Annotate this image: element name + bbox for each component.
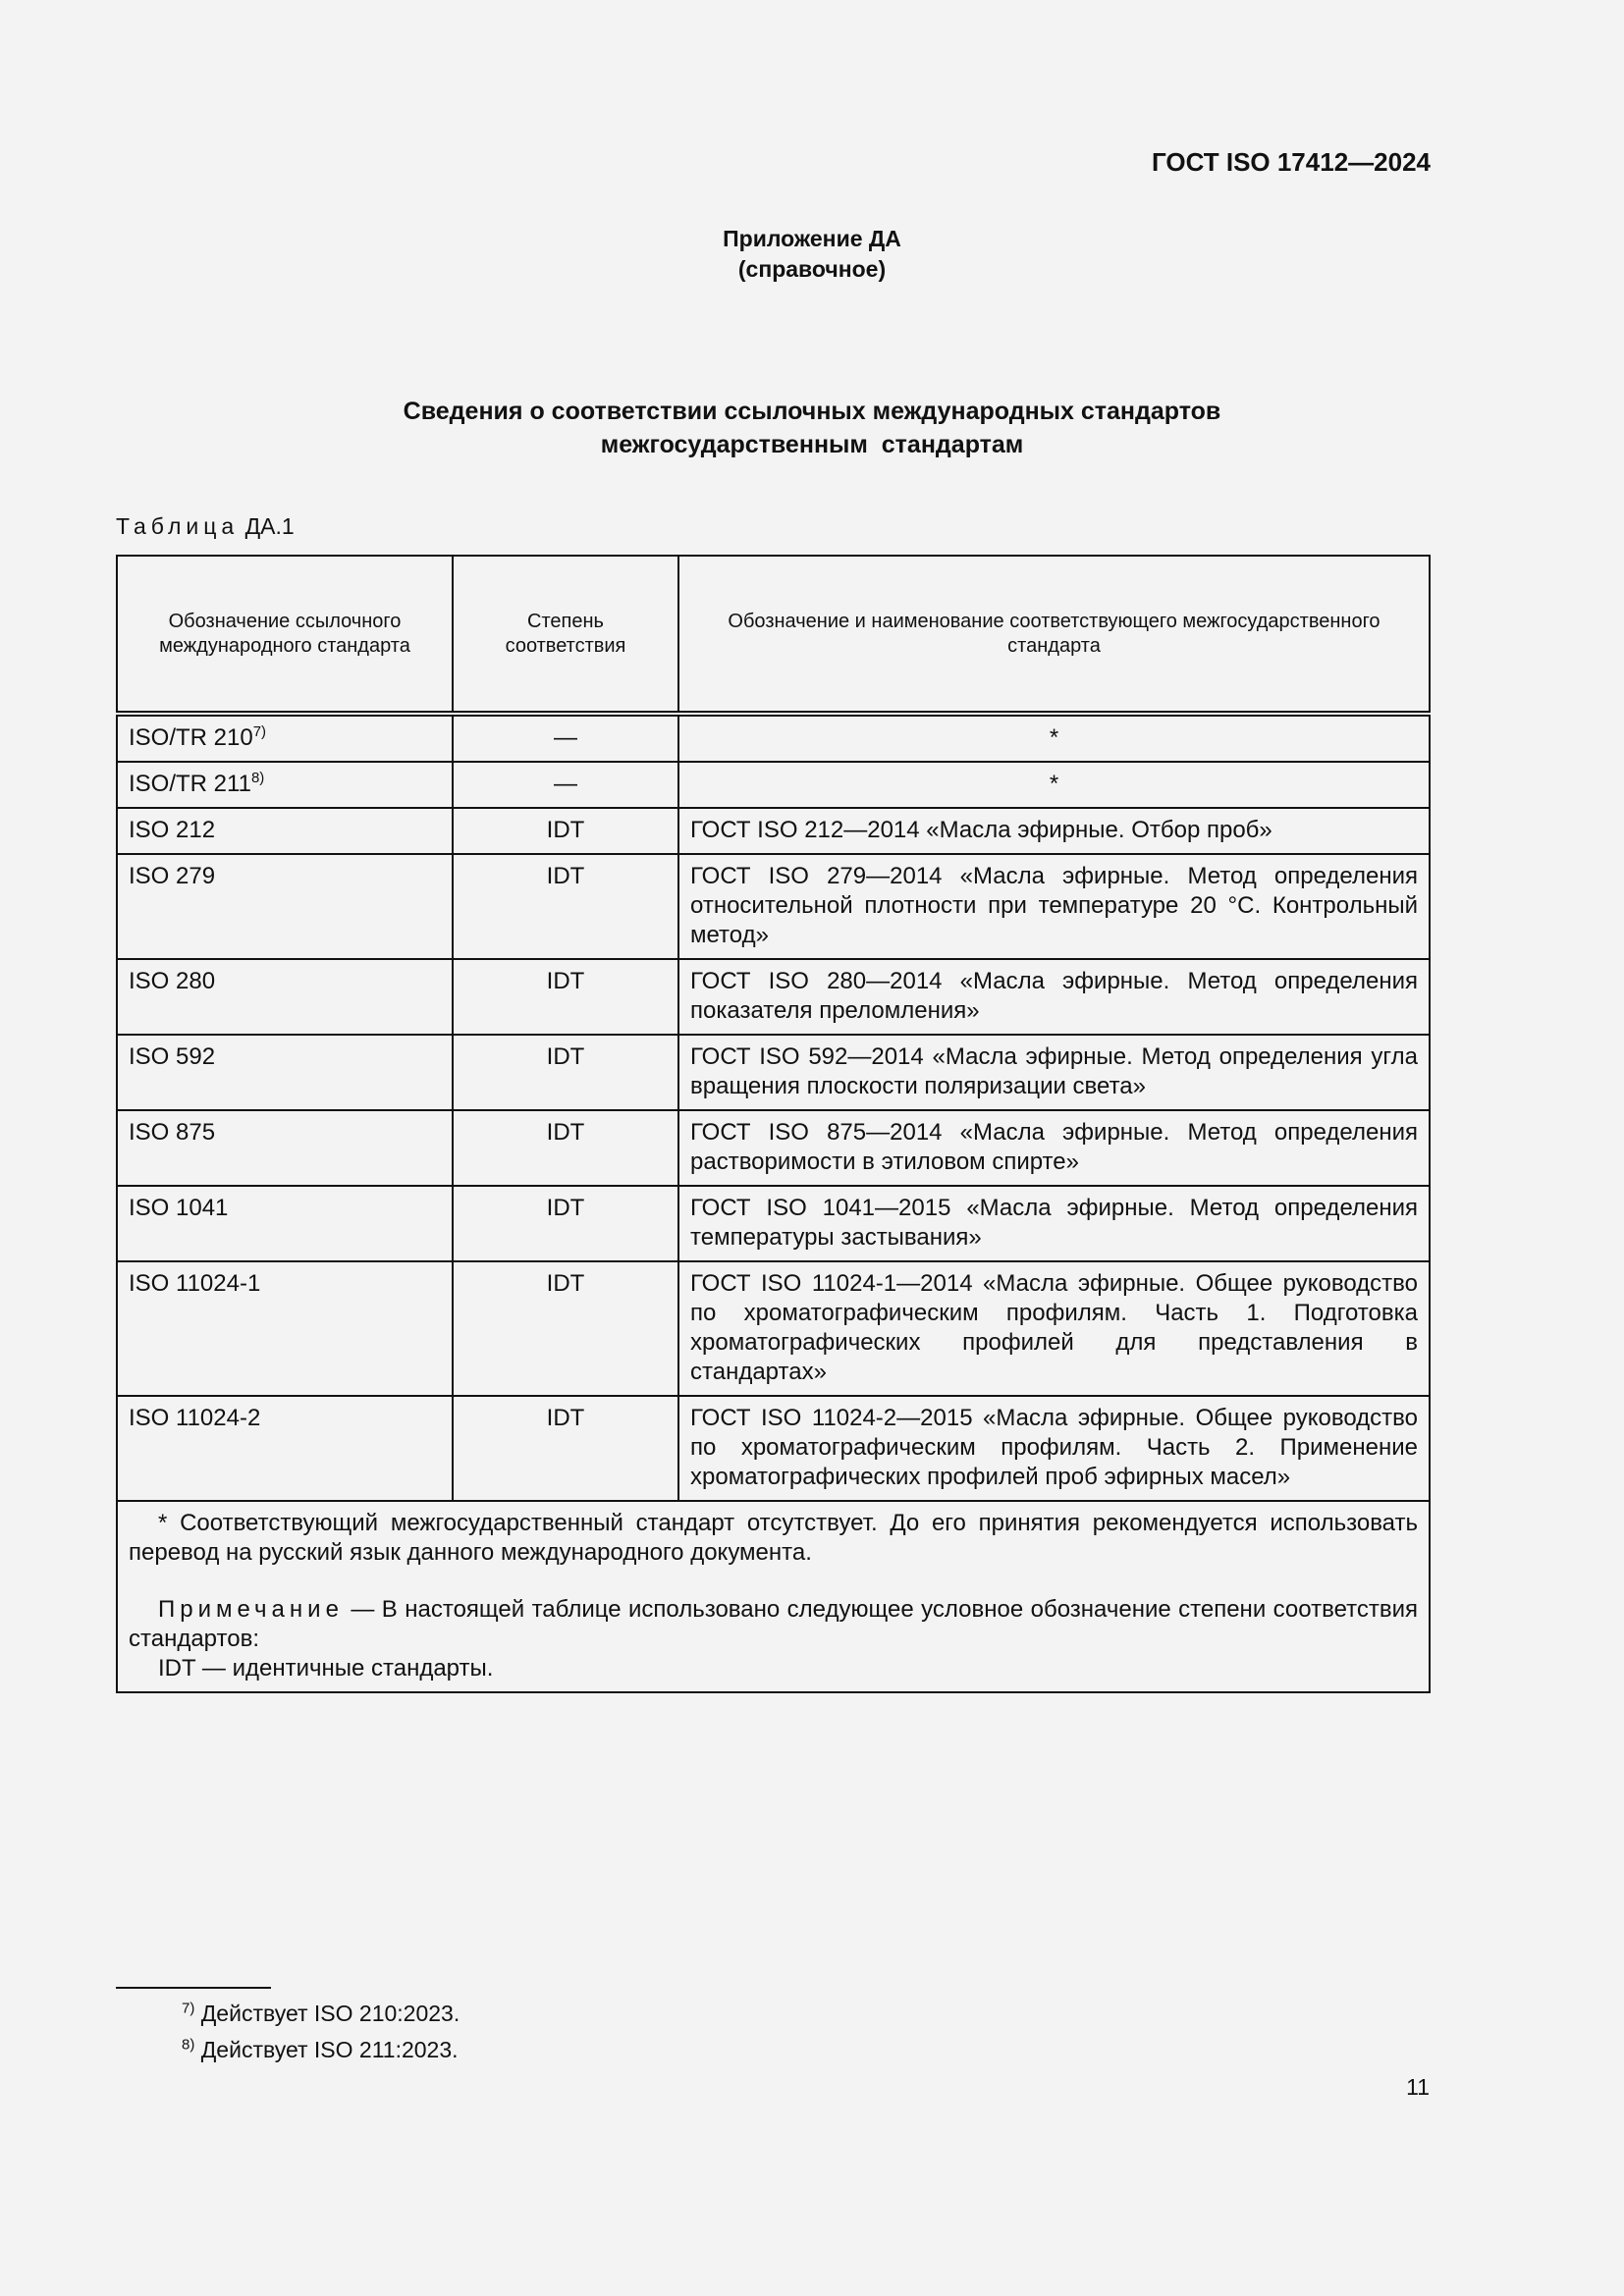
- cell-gost: ГОСТ ISO 1041—2015 «Масла эфирные. Метод определения температуры застывания»: [678, 1186, 1430, 1261]
- cell-gost: ГОСТ ISO 11024-1—2014 «Масла эфирные. Общее руководство по хроматографическим профилям. Часть 1. Подготовка хроматографических профилей для представления в стандартах»: [678, 1261, 1430, 1396]
- cell-gost: ГОСТ ISO 11024-2—2015 «Масла эфирные. Общее руководство по хроматографическим профилям. Часть 2. Применение хроматографических профилей проб эфирных масел»: [678, 1396, 1430, 1501]
- appendix-name: Приложение ДА: [723, 226, 901, 251]
- cell-degree: IDT: [453, 1035, 678, 1110]
- table-note: [129, 1595, 1418, 1654]
- cell-standard: ISO 279: [117, 854, 453, 959]
- cell-degree: IDT: [453, 808, 678, 854]
- cell-degree: IDT: [453, 1110, 678, 1186]
- title-line-2: межгосударственным стандартам: [600, 431, 1024, 458]
- cell-standard: ISO 1041: [117, 1186, 453, 1261]
- page-footnotes: [182, 1996, 460, 2068]
- appendix-kind: (справочное): [737, 256, 887, 282]
- table-row: [117, 959, 1430, 1035]
- document-code: ГОСТ ISO 17412—2024: [1151, 147, 1431, 177]
- cell-degree: —: [453, 762, 678, 808]
- header-degree: Степень соответствия: [453, 556, 678, 714]
- cell-standard: ISO 11024-1: [117, 1261, 453, 1396]
- table-row: [117, 808, 1430, 854]
- cell-degree: IDT: [453, 854, 678, 959]
- table-row: [117, 1110, 1430, 1186]
- footnote-item: [182, 1996, 460, 2032]
- header-interstate-standard: Обозначение и наименование соответствующего межгосударственного стандарта: [678, 556, 1430, 714]
- cell-degree: IDT: [453, 959, 678, 1035]
- footnote-mark: 8): [182, 2036, 195, 2054]
- table-caption: [116, 513, 295, 540]
- cell-standard: ISO 11024-2: [117, 1396, 453, 1501]
- note-label: Примечание: [158, 1596, 344, 1623]
- cell-degree: —: [453, 714, 678, 762]
- page-title: [0, 395, 1624, 461]
- table-notes: [117, 1501, 1430, 1692]
- cell-standard: ISO 592: [117, 1035, 453, 1110]
- cell-gost: ГОСТ ISO 592—2014 «Масла эфирные. Метод определения угла вращения плоскости поляризации света»: [678, 1035, 1430, 1110]
- table-row: [117, 762, 1430, 808]
- header-international-standard: Обозначение ссылочного международного стандарта: [117, 556, 453, 714]
- title-line-1: Сведения о соответствии ссылочных международных стандартов: [403, 398, 1221, 425]
- cell-degree: IDT: [453, 1396, 678, 1501]
- cell-gost: *: [678, 714, 1430, 762]
- table-footnote: * Соответствующий межгосударственный стандарт отсутствует. До его принятия рекомендуется использовать перевод на русский язык данного международного документа.: [129, 1510, 1418, 1566]
- cell-standard: ISO/TR 210$^{7)}$: [117, 714, 453, 762]
- cell-degree: IDT: [453, 1186, 678, 1261]
- note-text: — В настоящей таблице использовано следующее условное обозначение степени соответствия стандартов:: [129, 1596, 1418, 1652]
- page-number: 11: [1406, 2074, 1430, 2100]
- table-caption-word: Таблица: [116, 513, 240, 539]
- cell-gost: ГОСТ ISO 212—2014 «Масла эфирные. Отбор проб»: [678, 808, 1430, 854]
- table-notes-row: [117, 1501, 1430, 1692]
- cell-standard: ISO 875: [117, 1110, 453, 1186]
- cell-standard: ISO/TR 211$^{8)}$: [117, 762, 453, 808]
- correspondence-table: [116, 555, 1431, 1693]
- cell-standard: ISO 212: [117, 808, 453, 854]
- table-header-row: [117, 556, 1430, 714]
- cell-gost: ГОСТ ISO 875—2014 «Масла эфирные. Метод определения растворимости в этиловом спирте»: [678, 1110, 1430, 1186]
- footnote-mark: 7): [182, 2000, 195, 2017]
- footnote-text: Действует ISO 211:2023.: [194, 2037, 459, 2062]
- table-row: [117, 1035, 1430, 1110]
- appendix-heading: [0, 224, 1624, 285]
- table-row: [117, 714, 1430, 762]
- table-row: [117, 1396, 1430, 1501]
- cell-gost: ГОСТ ISO 280—2014 «Масла эфирные. Метод определения показателя преломления»: [678, 959, 1430, 1035]
- cell-standard: ISO 280: [117, 959, 453, 1035]
- cell-gost: *: [678, 762, 1430, 808]
- footnote-text: Действует ISO 210:2023.: [194, 2001, 460, 2026]
- cell-degree: IDT: [453, 1261, 678, 1396]
- note-idt-definition: IDT — идентичные стандарты.: [158, 1655, 494, 1682]
- table-row: [117, 1261, 1430, 1396]
- table-row: [117, 1186, 1430, 1261]
- cell-gost: ГОСТ ISO 279—2014 «Масла эфирные. Метод определения относительной плотности при температуре 20 °С. Контрольный метод»: [678, 854, 1430, 959]
- footnote-item: [182, 2032, 460, 2068]
- table-row: [117, 854, 1430, 959]
- table-caption-id: ДА.1: [244, 513, 295, 539]
- footnote-rule: [116, 1987, 271, 1989]
